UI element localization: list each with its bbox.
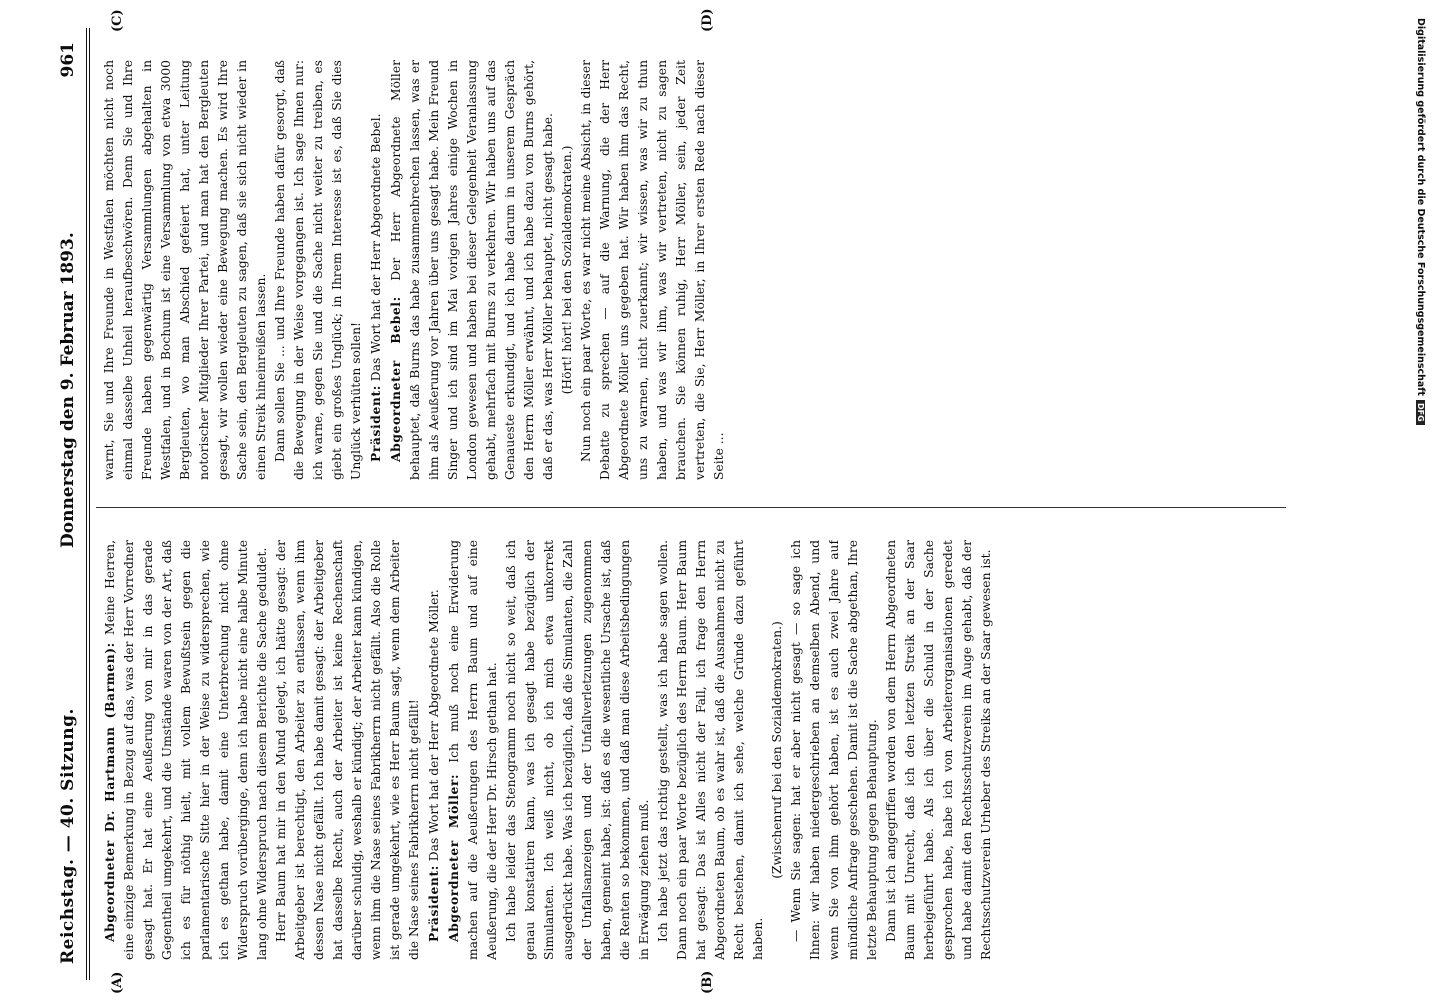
running-header <box>58 12 88 988</box>
paragraph <box>882 540 996 960</box>
left-column <box>100 540 1280 960</box>
interjection: (Zwischenruf bei den Sozialdemokraten.) <box>770 621 784 879</box>
margin-letter-d: (D) <box>700 8 715 32</box>
paragraph <box>271 60 366 480</box>
paragraph-text: Das Wort hat der Herr Abgeordnete Möller. <box>427 589 441 862</box>
paragraph-text: Der Herr Abgeordnete Möller behauptet, daß Burns das habe zusammenbrechen lassen, was er ihm als Aeußerung vor Jahren über uns gesagt habe. Mein Freund Singer und ich sind im Mai vorigen Jahres einige Wochen in London gewesen und haben bei dieser Gelegenheit Veranlassung gehabt, mehrfach mit Burns zu verkehren. Wir haben uns auf das Genaueste erkundigt, und ich habe darum in unserem Gespräch den Herrn Möller erwähnt, und ich habe dazu von Burns gehört, daß er das, was Herr Möller behauptet, nicht gesagt habe. <box>389 60 555 480</box>
credit-text: Digitalisierung gefördert durch die Deutsche Forschungsgemeinschaft <box>1415 18 1426 396</box>
paragraph <box>272 540 424 960</box>
speaker-name: Abgeordneter Möller: <box>446 773 461 942</box>
paragraph-text: Ich muß noch eine Erwiderung machen auf die Aeußerungen des Herrn Baum und auf eine Aeußerung, die der Herr Dr. Hirsch gethan hat. <box>447 540 499 960</box>
header-date: Donnerstag den 9. Februar 1893. <box>58 232 78 548</box>
paragraph <box>577 60 729 480</box>
header-rule-double <box>89 28 90 980</box>
speaker-name: Präsident: <box>368 385 383 462</box>
paragraph <box>386 60 558 480</box>
header-rule <box>86 28 87 980</box>
paragraph-text: Herr Baum hat mir in den Mund gelegt, ich hätte gesagt: der Arbeitgeber ist berechtigt, den Arbeiter zu entlassen, wenn ihm dessen Nase nicht gefällt. Ich habe damit gesagt: der Arbeitgeber hat dasselbe Recht, auch der Arbeiter ist keine Rechenschaft darüber schuldig, weshalb er kündigt; der Arbeiter kann kündigen, wenn ihm die Nase seines Fabrikherrn nicht gefällt. Also die Rolle ist gerade umgekehrt, wie es Herr Baum sagt, wenn dem Arbeiter die Nase seines Fabrikherrn nicht gefällt! <box>274 540 421 960</box>
column-divider <box>96 507 1286 508</box>
margin-letter-c: (C) <box>110 9 125 32</box>
paragraph <box>787 540 882 960</box>
paragraph-text: Ich habe leider das Stenogramm noch nicht so weit, daß ich genau konstatiren kann, was ich gesagt habe bezüglich der Simulanten. Ich weiß nicht, ob ich mich etwa unkorrekt ausgedrückt habe. Was ich bezüglich, daß die Simulanten, die Zahl der Unfallsanzeigen und der Unfallverletzungen zugenommen haben, gemeint habe, ist: daß es die wesentliche Ursache ist, daß die Renten so bekommen, und daß man diese Arbeitsbedingungen in Erwägung ziehen muß. <box>504 540 651 960</box>
paragraph-text: warnt, Sie und Ihre Freunde in Westfalen möchten nicht noch einmal dasselbe Unheil heraufbeschwören. Denn Sie und Ihre Freunde haben gegenwärtig Versammlungen abgehalten in Westfalen, und in Bochum ist eine Versammlung von etwa 3000 Bergleuten, wo man Abschied gefeiert hat, unter Leitung notorischer Mitglieder Ihrer Partei, und man hat den Bergleuten gesagt, wir wollen wieder eine Bewegung machen. Es wird Ihre Sache sein, den Bergleuten zu sagen, daß sie sich nicht wieder in einen Streik hineinreißen lassen. <box>102 60 268 480</box>
paragraph-text: Meine Herren, eine einzige Bemerkung in Bezug auf das, was der Herr Vorredner gesagt hat. Er hat eine Aeußerung von mir in das gerade Gegentheil umgekehrt, und die Umstände waren von der Art, daß ich es für nöthig hielt, mit vollem Bewußtsein gegen die parlamentarische Sitte hier in der Weise zu widersprechen, wie ich es gethan habe, damit eine Unterbrechung nicht ohne Widerspruch vorüberginge, denn ich habe nicht eine halbe Minute lang ohne Widerspruch nach diesem Berichte die Sache geduldet. <box>103 540 269 960</box>
paragraph-text: Dann ist ich angegriffen worden von dem Herrn Abgeordneten Baum mit Unrecht, daß ich den letzten Streik an der Saar herbeigeführt habe. Als ich über die Schuld in der Sache gesprochen habe, habe ich von Arbeiterorganisationen geredet und habe damit den Rechtsschutzverein im Auge gehabt, daß der Rechtsschutzverein Urheber des Streiks an der Saar gewesen ist. <box>884 540 993 960</box>
speaker-name: Abgeordneter Dr. Hartmann (Barmen): <box>102 642 117 942</box>
right-column <box>100 60 1280 480</box>
paragraph-text: Ich habe jetzt das richtig gestellt, was ich habe sagen wollen. Dann noch ein paar Worte bezüglich des Herrn Baum. Herr Baum hat gesagt: Das ist Alles nicht der Fall, ich frage den Herrn Abgeordneten Baum, ob es wahr ist, daß die Ausnahmen nicht zu Recht bestehen, damit ich sehe, welche Gründe dazu geführt haben. <box>656 540 765 960</box>
dfg-logo: DFG <box>1416 400 1425 425</box>
paragraph-text: Das Wort hat der Herr Abgeordnete Bebel. <box>369 113 383 382</box>
paragraph <box>100 540 272 960</box>
margin-letter-b: (B) <box>700 970 715 994</box>
speaker-name: Präsident: <box>426 865 441 942</box>
speaker-name: Abgeordneter Bebel: <box>388 296 403 462</box>
paragraph-text: — Wenn Sie sagen: hat er aber nicht gesagt — so sage ich Ihnen: wir haben niedergeschrieben an demselben Abend, und wenn Sie von ihm gehört haben, ist es auch zwei Jahre auf mündliche Anfrage geschehen. Damit ist die Sache abgethan, Ihre letzte Behauptung gegen Behauptung. <box>789 540 879 960</box>
digitization-credit <box>1410 18 1426 984</box>
paragraph-text: Dann sollen Sie ... und Ihre Freunde haben dafür gesorgt, daß die Bewegung in der Weise vorgegangen ist. Ich sage Ihnen nur: ich warne, gegen Sie und die Sache nicht weiter zu treiben, es giebt ein großes Unglück; in Ihrem Interesse ist es, daß Sie dies Unglück verhüten sollen! <box>273 60 363 480</box>
interjection: (Hört! hört! bei den Sozialdemokraten.) <box>560 145 574 395</box>
paragraph <box>424 540 444 960</box>
header-session: Reichstag. — 40. Sitzung. <box>58 708 78 964</box>
margin-letter-a: (A) <box>110 971 125 994</box>
paragraph <box>366 60 386 480</box>
paragraph-text: Nun noch ein paar Worte, es war nicht meine Absicht, in dieser Debatte zu sprechen — auf die Warnung, die der Herr Abgeordnete Möller uns gegeben hat. Wir haben ihm das Recht, uns zu warnen, nicht zuerkannt; wir wissen, was wir zu thun haben, und was wir ihm, was wir vertreten, nicht zu sagen brauchen. Sie können ruhig, Herr Möller, sein, jeder Zeit vertreten, die Sie, Herr Möller, in Ihrer ersten Rede nach dieser Seite ... <box>579 60 726 480</box>
paragraph <box>654 540 768 960</box>
paragraph <box>100 60 271 480</box>
paragraph <box>444 540 502 960</box>
paragraph <box>502 540 654 960</box>
page-number: 961 <box>58 42 78 78</box>
